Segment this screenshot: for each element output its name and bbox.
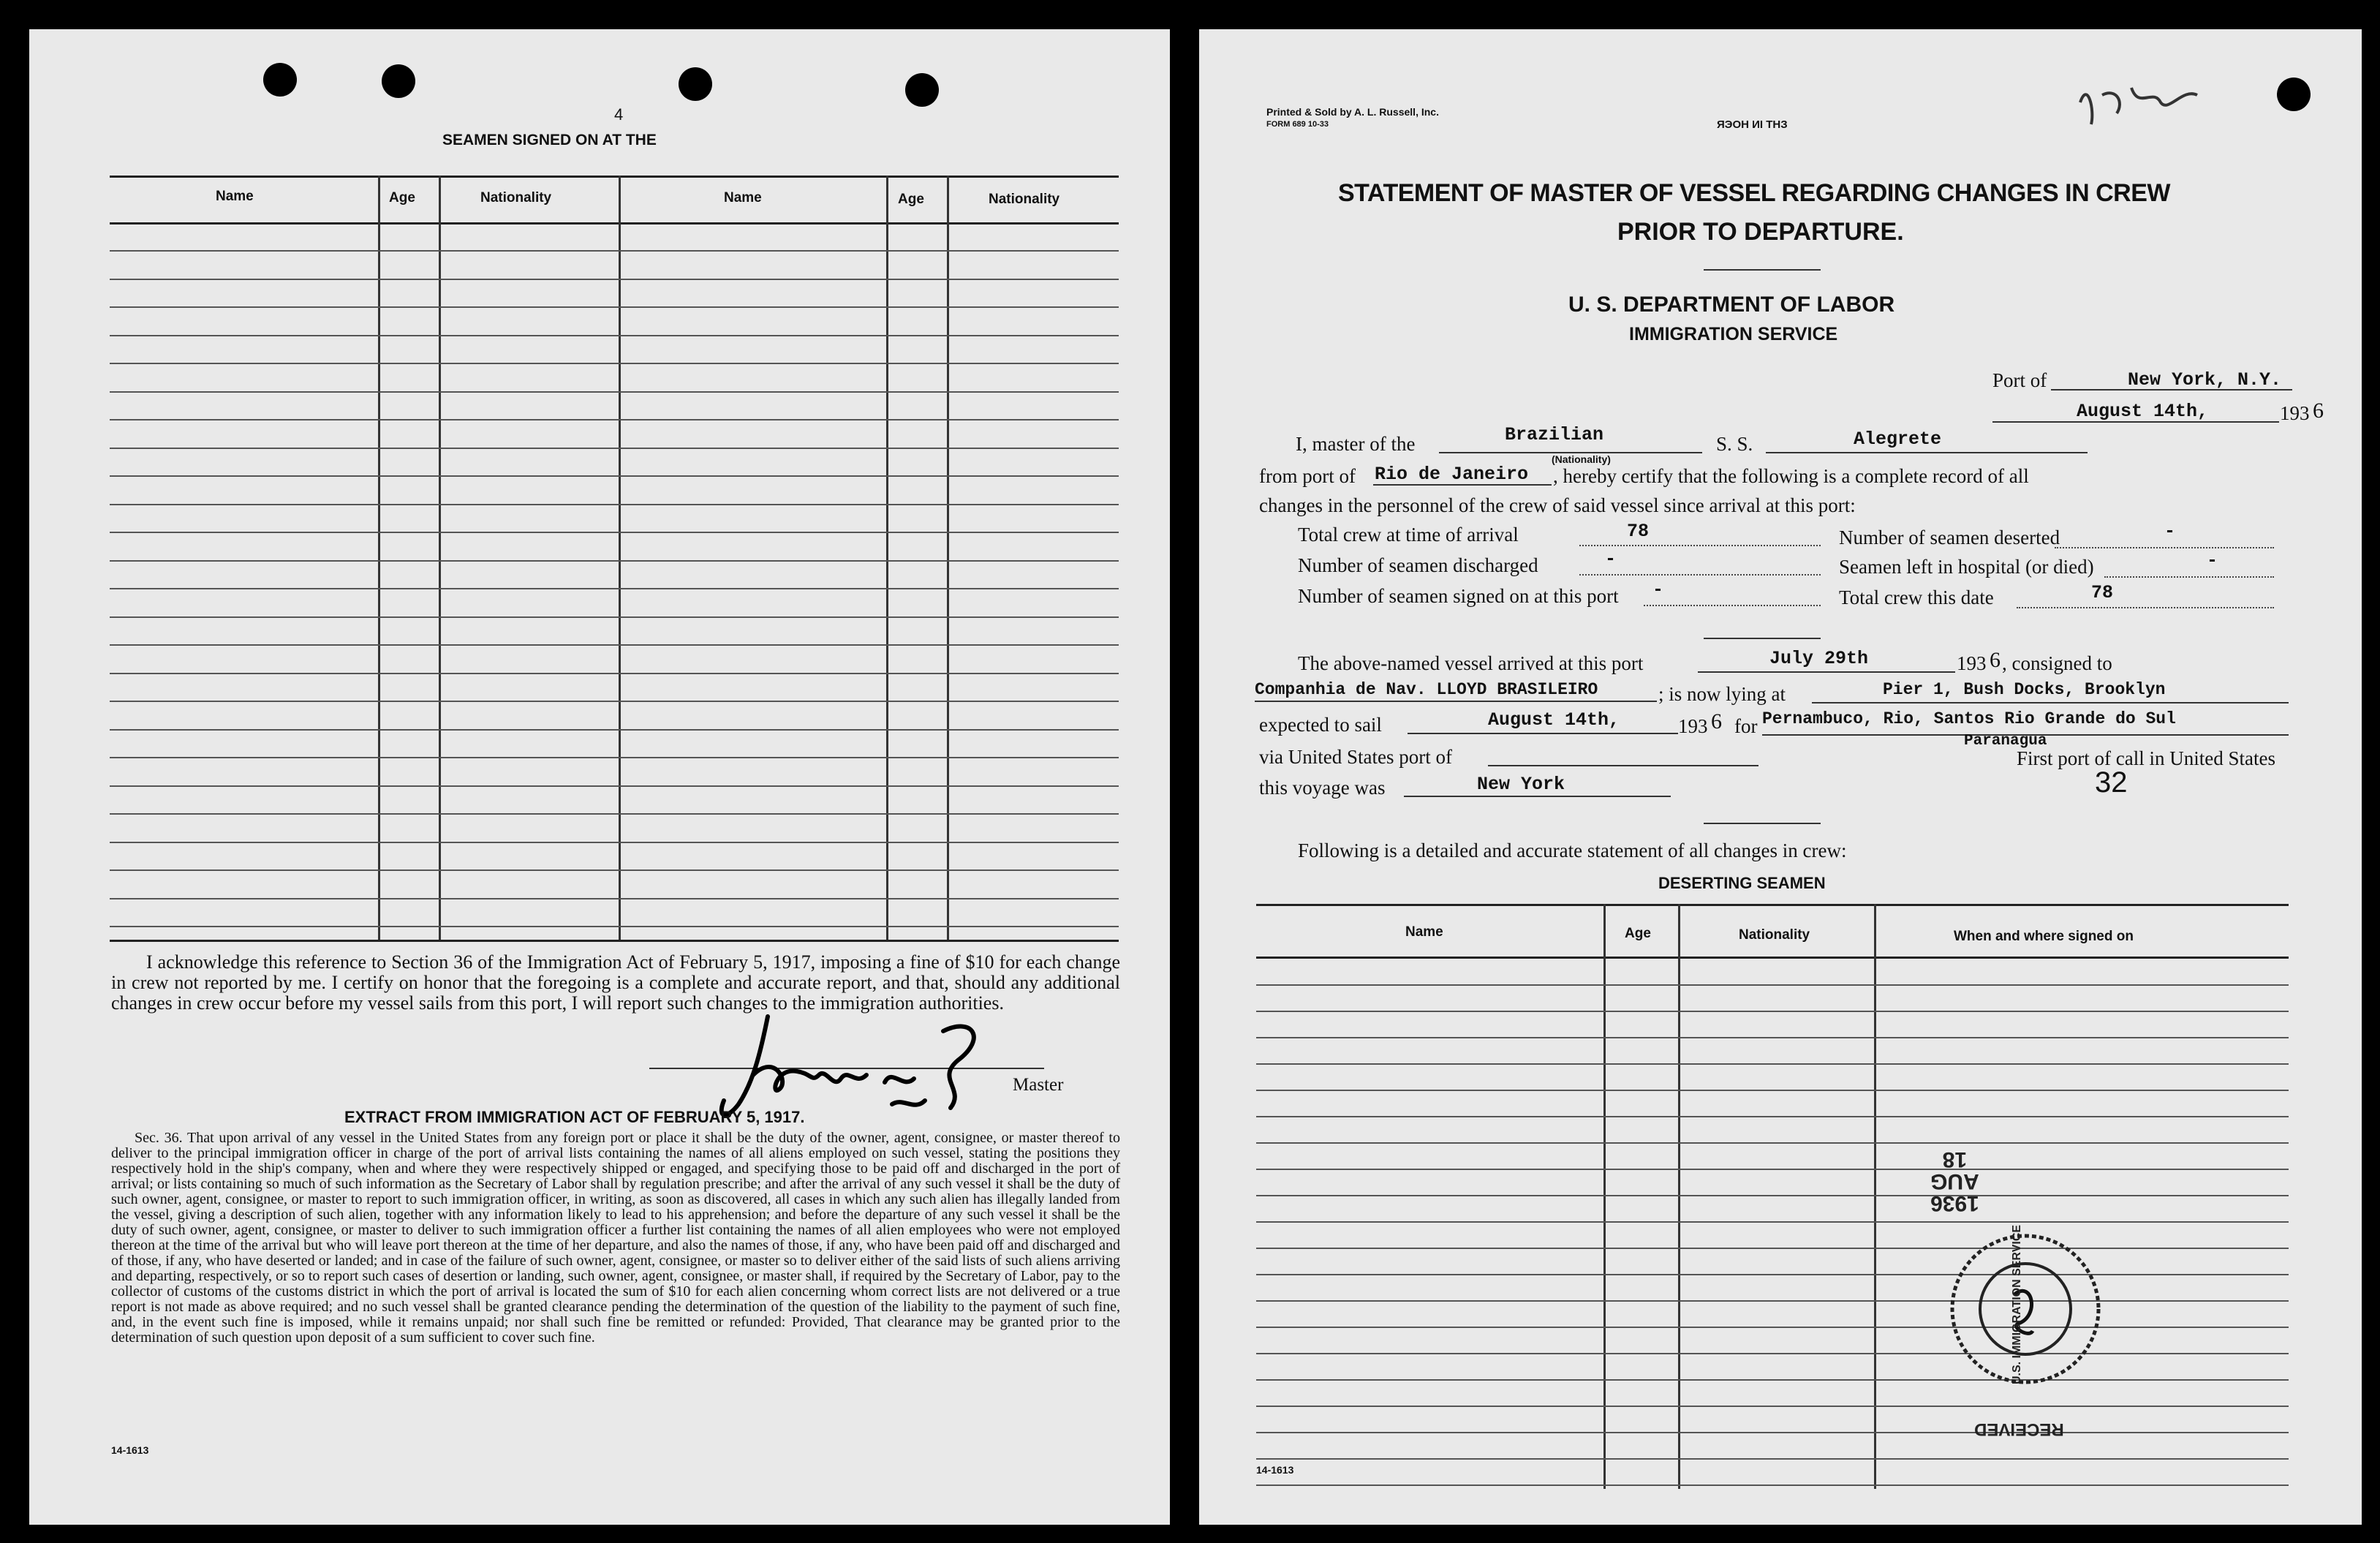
table-row — [1256, 1274, 2289, 1275]
table-row — [110, 701, 1119, 702]
table-row — [1256, 1300, 2289, 1302]
stamp-date-day: 18 — [1942, 1147, 1968, 1172]
table-row — [110, 250, 1119, 252]
table-row — [110, 560, 1119, 562]
punch-hole — [263, 63, 297, 97]
column-header-nationality: Nationality — [1739, 927, 1810, 943]
certify-text-line2: changes in the personnel of the crew of said vessel since arrival at this port: — [1259, 494, 1856, 516]
sail-value: August 14th, — [1488, 709, 1620, 731]
table-row — [1256, 1327, 2289, 1328]
year-prefix: 193 — [2280, 402, 2310, 424]
master-label: Master — [1013, 1075, 1064, 1095]
discharged-value: - — [1605, 548, 1617, 570]
table-row — [110, 869, 1119, 871]
extract-text: Sec. 36. That upon arrival of any vessel in the United States from any foreign port or place it shall be the duty of the owner, agent, consignee, or master thereof to deliver to the principal immigration officer in charge of the port of arrival lists containing the names of all aliens employed on such vessel, stating the positions they respectively hold in the ship's company, when and where they were respectively shipped or engaged, and specifying those to be paid off and discharged in the port of arrival; or lists containing so much of such information as the Secretary of Labor shall by regulation prescribe; and after the arrival of any such vessel it shall be the duty of such owner, agent, consignee, or master to report to such immigration officer, in writing, as soon as discovered, all cases in which any such alien has illegally landed from the vessel, giving a description of such alien, together with any information likely to lead to his apprehension; and before the departure of any such vessel it shall be the duty of such owner, agent, consignee, or master to deliver to such immigration officer a further list containing the names of all alien employees who were not employed thereon at the time of the arrival but who will leave port thereon at the time of her departure, and also the names of those, if any, who have been paid off and discharged and of those, if any, who have deserted or landed; and in case of the failure of such owner, agent, consignee, or master so to deliver either of the said lists of such aliens arriving and departing, respectively, or so to report such cases of desertion or landing, such owner, agent, consignee, or master shall, if required by the Secretary of Labor, pay to the collector of customs of the customs district in which the port of arrival is located the sum of $10 for each alien concerning whom correct lists are not delivered or a true report is not made as above required; and no such vessel shall be granted clearance pending the determination of the question of the liability to the payment of such fine, and, in the event such fine is imposed, while it remains unpaid; nor shall such fine be remitted or refunded: Provided, That clearance may be granted prior to the determination of such question upon deposit of a sum sufficient to cover such fine. — [111, 1130, 1120, 1346]
punch-hole — [905, 73, 939, 107]
discharged-label: Number of seamen discharged — [1298, 554, 1538, 576]
received-stamp: RECEIVED — [1974, 1419, 2064, 1439]
table-row — [1256, 1090, 2289, 1091]
sail-year-digit: 6 — [1711, 709, 1722, 733]
lying-value: Pier 1, Bush Docks, Brooklyn — [1883, 680, 2166, 699]
stamp-ring-text: U.S. IMMIGRATION SERVICE — [2011, 1224, 2024, 1385]
following-label: Following is a detailed and accurate statement of all changes in crew: — [1298, 840, 1847, 861]
handwritten-mark — [2073, 73, 2205, 132]
table-row — [1256, 1432, 2289, 1433]
certify-paragraph: I acknowledge this reference to Section 36 of the Immigration Act of February 5, 1917, imposing a fine of $10 for each change in crew not reported by me. I certify on honor that the foregoing is a complete and accurate report, and that, should any additional changes in crew occur before my vessel sails from this port, I will report such changes to the immigration authorities. — [111, 951, 1120, 1014]
via-label: via United States port of — [1259, 746, 1452, 768]
printer-line: Printed & Sold by A. L. Russell, Inc. — [1266, 106, 1439, 118]
deserting-seamen-heading: DESERTING SEAMEN — [1658, 874, 1826, 892]
column-header-age: Age — [389, 190, 415, 205]
column-header-age: Age — [1625, 926, 1651, 941]
table-row — [110, 926, 1119, 927]
hospital-label: Seamen left in hospital (or died) — [1839, 556, 2094, 578]
table-row — [110, 419, 1119, 420]
table-row — [1256, 1353, 2289, 1354]
for-value-line2: Paranagua — [1964, 733, 2047, 750]
table-row — [1256, 1116, 2289, 1117]
for-label: for — [1734, 715, 1758, 737]
arrived-year: 193 — [1957, 652, 1987, 674]
form-title-line2: PRIOR TO DEPARTURE. — [1617, 218, 1904, 246]
form-code: FORM 689 10-33 — [1266, 120, 1329, 129]
master-of-label: I, master of the — [1296, 433, 1416, 455]
table-row — [110, 644, 1119, 646]
voyage-value: New York — [1477, 774, 1565, 795]
table-row — [110, 504, 1119, 505]
table-row — [110, 448, 1119, 449]
port-value: New York, N.Y. — [2128, 369, 2282, 391]
table-row — [1256, 1484, 2289, 1486]
table-row — [1256, 1221, 2289, 1223]
table-row — [1256, 1011, 2289, 1012]
column-header-name: Name — [724, 190, 762, 205]
table-row — [110, 785, 1119, 787]
deserted-value: - — [2164, 521, 2176, 542]
table-row — [1256, 1379, 2289, 1381]
sail-label: expected to sail — [1259, 714, 1382, 736]
table-row — [1256, 1195, 2289, 1196]
table-row — [1256, 984, 2289, 986]
service-name: IMMIGRATION SERVICE — [1629, 324, 1838, 344]
stamp-date-month: AUG — [1930, 1169, 1979, 1193]
table-row — [1256, 1063, 2289, 1065]
table-row — [110, 279, 1119, 280]
table-row — [110, 729, 1119, 731]
immigration-service-stamp — [1945, 1229, 2106, 1389]
deserted-label: Number of seamen deserted — [1839, 527, 2060, 548]
table-row — [1256, 1406, 2289, 1407]
table-row — [110, 813, 1119, 815]
table-row — [110, 532, 1119, 533]
total-crew-date-value: 78 — [2091, 582, 2114, 603]
port-label: Port of — [1992, 369, 2047, 391]
nationality-value: Brazilian — [1505, 424, 1604, 445]
nationality-caption: (Nationality) — [1552, 453, 1611, 465]
hospital-value: - — [2207, 550, 2218, 571]
table-row — [110, 757, 1119, 758]
voyage-label: this voyage was — [1259, 777, 1386, 799]
table-row — [1256, 1169, 2289, 1170]
page-marks: 4 — [614, 105, 624, 124]
certify-text: , hereby certify that the following is a complete record of all — [1553, 465, 2029, 487]
table-row — [110, 898, 1119, 899]
table-row — [110, 391, 1119, 393]
department-name: U. S. DEPARTMENT OF LABOR — [1568, 293, 1895, 317]
from-port-value: Rio de Janeiro — [1375, 464, 1529, 485]
column-header-age: Age — [898, 192, 924, 207]
table-row — [110, 335, 1119, 336]
form-number: 14-1613 — [111, 1444, 149, 1456]
punch-hole — [382, 64, 415, 98]
table-row — [1256, 1142, 2289, 1144]
consigned-label: , consigned to — [2002, 652, 2112, 674]
from-port-label: from port of — [1259, 465, 1356, 487]
table-row — [110, 306, 1119, 308]
total-crew-date-label: Total crew this date — [1839, 586, 1994, 608]
vessel-name: Alegrete — [1854, 429, 1942, 450]
table-row — [110, 363, 1119, 364]
table-row — [1256, 1248, 2289, 1249]
page-number: 32 — [2095, 766, 2128, 799]
seamen-signed-on-heading: SEAMEN SIGNED ON AT THE — [442, 132, 657, 148]
total-crew-arrival-value: 78 — [1627, 521, 1650, 542]
form-title: STATEMENT OF MASTER OF VESSEL REGARDING CHANGES IN CREW — [1338, 179, 2170, 207]
table-row — [110, 616, 1119, 618]
year-digit: 6 — [2313, 399, 2324, 423]
table-row — [110, 588, 1119, 589]
arrived-year-digit: 6 — [1990, 648, 2001, 672]
table-row — [110, 673, 1119, 674]
consignee-value: Companhia de Nav. LLOYD BRASILEIRO — [1255, 680, 1598, 699]
arrived-value: July 29th — [1769, 648, 1869, 669]
stamp-date-year: 1936 — [1930, 1191, 1979, 1215]
lying-label: ; is now lying at — [1658, 683, 1786, 705]
punch-hole — [679, 67, 712, 101]
signed-on-value: - — [1652, 579, 1664, 600]
extract-title: EXTRACT FROM IMMIGRATION ACT OF FEBRUARY 5, 1917. — [344, 1108, 805, 1126]
column-header-name: Name — [216, 189, 254, 204]
top-stamp: ЯЭОН ИІ ТНЗ — [1717, 118, 1788, 131]
column-header-nationality: Nationality — [480, 190, 552, 205]
arrived-label: The above-named vessel arrived at this port — [1298, 652, 1644, 674]
table-row — [110, 475, 1119, 477]
column-header-name: Name — [1405, 924, 1443, 940]
table-row — [1256, 1037, 2289, 1038]
form-number: 14-1613 — [1256, 1464, 1294, 1476]
for-value: Pernambuco, Rio, Santos Rio Grande do Sul — [1762, 709, 2176, 728]
sail-year: 193 — [1678, 715, 1708, 737]
table-row — [110, 842, 1119, 843]
signed-on-label: Number of seamen signed on at this port — [1298, 585, 1619, 607]
table-row — [1256, 1458, 2289, 1460]
left-page — [29, 29, 1170, 1525]
column-header-when-where: When and where signed on — [1954, 929, 2134, 944]
date-stamp — [1930, 1148, 1979, 1214]
total-crew-arrival-label: Total crew at time of arrival — [1298, 524, 1519, 546]
right-page — [1199, 29, 2362, 1525]
punch-hole — [2277, 78, 2311, 111]
ss-label: S. S. — [1716, 433, 1753, 455]
column-header-nationality: Nationality — [989, 192, 1060, 207]
first-port-label: First port of call in United States — [2017, 747, 2275, 769]
date-value: August 14th, — [2077, 401, 2209, 422]
